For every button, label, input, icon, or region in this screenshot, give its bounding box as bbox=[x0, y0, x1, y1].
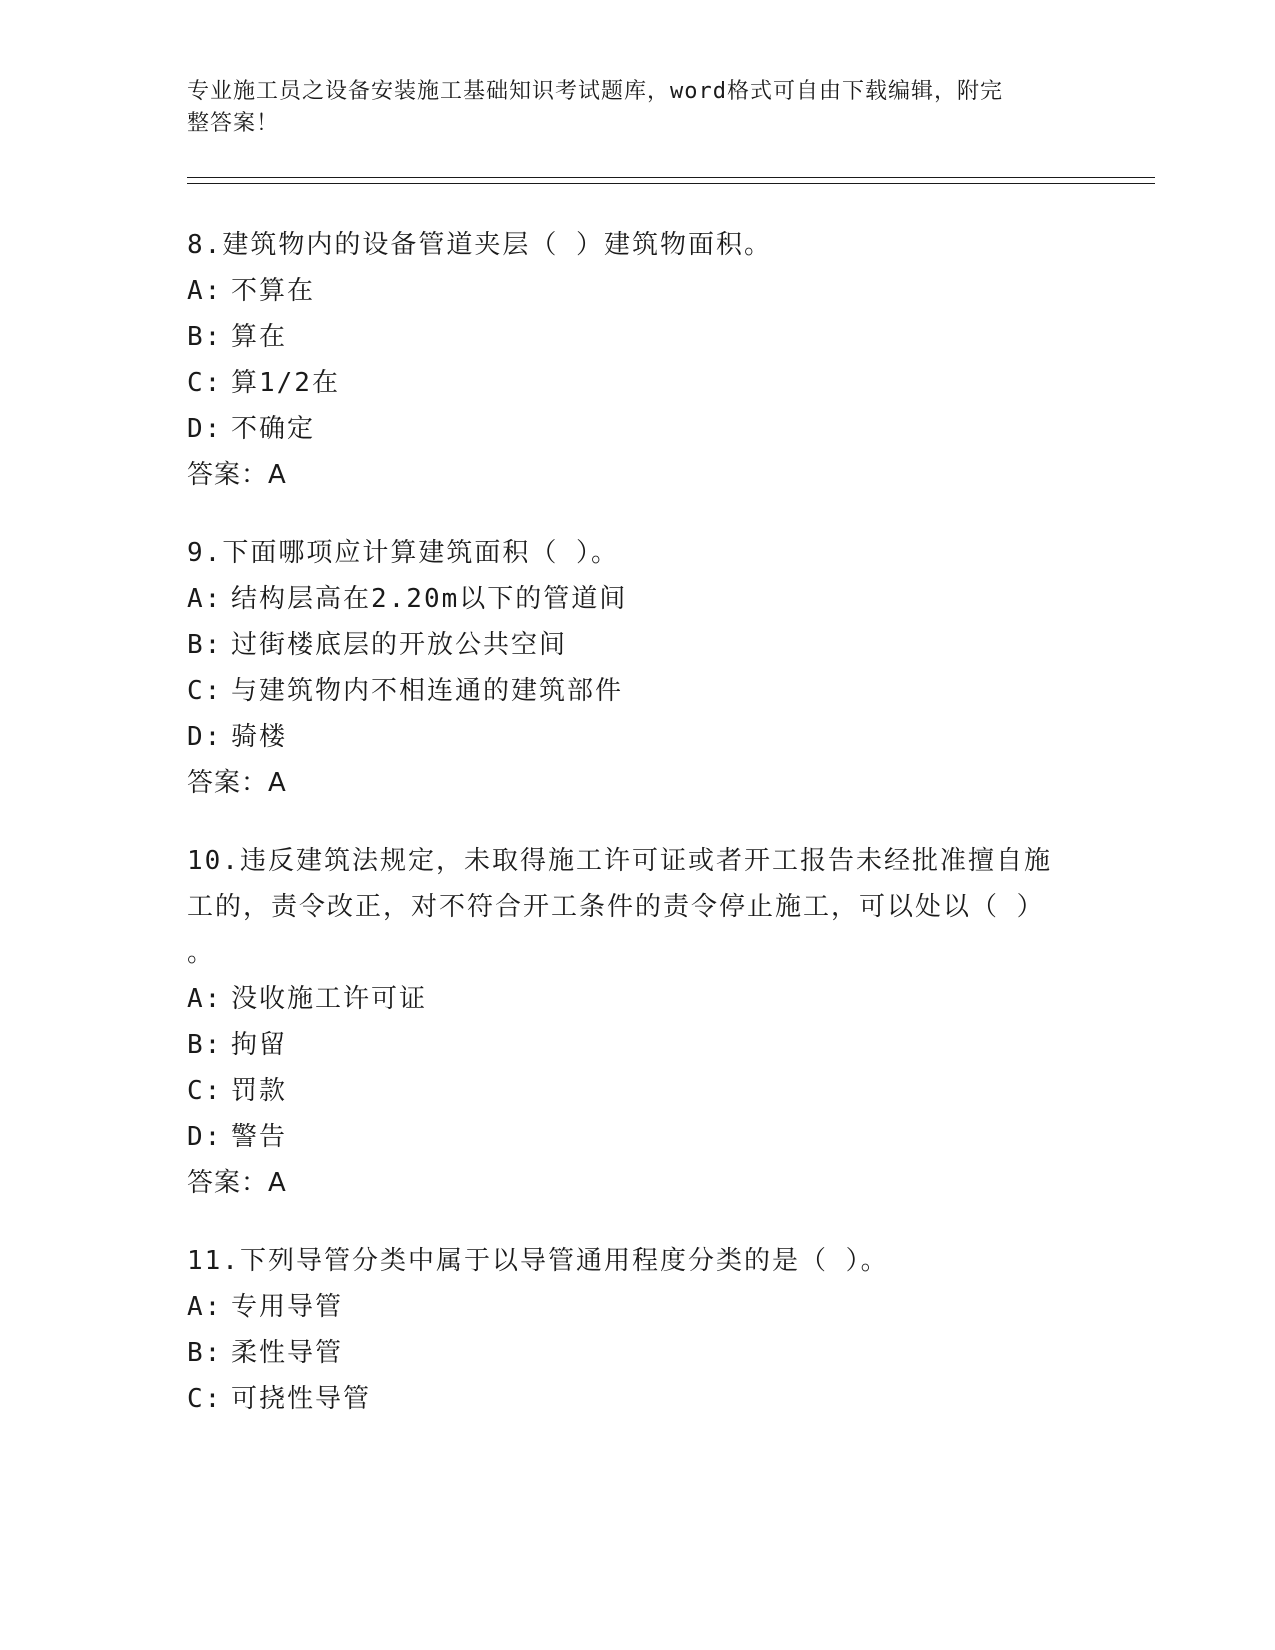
question-stem: 下列导管分类中属于以导管通用程度分类的是（ ）。 bbox=[239, 1246, 889, 1276]
option-b bbox=[187, 314, 1087, 360]
answer-label: 答案： bbox=[187, 768, 269, 798]
option-text: 罚款 bbox=[231, 1076, 288, 1106]
option-text: 不确定 bbox=[231, 414, 316, 444]
option-b bbox=[187, 1022, 1087, 1068]
question-text-line-1 bbox=[187, 838, 1087, 884]
question-8 bbox=[187, 222, 1087, 498]
option-text: 没收施工许可证 bbox=[231, 984, 428, 1014]
option-d bbox=[187, 1114, 1087, 1160]
option-c bbox=[187, 1068, 1087, 1114]
option-text: 拘留 bbox=[231, 1030, 288, 1060]
answer-label: 答案： bbox=[187, 1168, 269, 1198]
option-key: C: bbox=[187, 368, 223, 398]
option-key: C: bbox=[187, 1076, 223, 1106]
question-stem: 下面哪项应计算建筑面积（ ）。 bbox=[222, 538, 619, 568]
option-b bbox=[187, 622, 1087, 668]
option-c bbox=[187, 668, 1087, 714]
option-key: A: bbox=[187, 1292, 223, 1322]
question-11 bbox=[187, 1238, 1087, 1422]
answer-label: 答案： bbox=[187, 460, 269, 490]
option-text: 算1/2在 bbox=[231, 368, 340, 398]
question-text-line-2: 工的，责令改正，对不符合开工条件的责令停止施工，可以处以（ ） bbox=[187, 892, 1045, 922]
option-a bbox=[187, 268, 1087, 314]
answer-value: A bbox=[268, 1168, 286, 1198]
document-header bbox=[187, 76, 1067, 140]
option-key: A: bbox=[187, 984, 223, 1014]
header-line-2: 整答案！ bbox=[187, 111, 280, 136]
answer-line bbox=[187, 452, 1087, 498]
option-d bbox=[187, 406, 1087, 452]
question-9 bbox=[187, 530, 1087, 806]
question-text-line-3: 。 bbox=[187, 938, 216, 968]
option-c bbox=[187, 360, 1087, 406]
option-key: D: bbox=[187, 1122, 223, 1152]
option-key: B: bbox=[187, 1338, 223, 1368]
option-key: A: bbox=[187, 276, 223, 306]
option-text: 不算在 bbox=[231, 276, 316, 306]
question-number: 11. bbox=[187, 1246, 240, 1276]
option-key: C: bbox=[187, 1384, 223, 1414]
option-text: 结构层高在2.20m以下的管道间 bbox=[231, 584, 628, 614]
header-divider bbox=[187, 177, 1155, 184]
option-key: D: bbox=[187, 414, 223, 444]
option-d bbox=[187, 714, 1087, 760]
option-key: A: bbox=[187, 584, 223, 614]
answer-value: A bbox=[268, 768, 286, 798]
answer-value: A bbox=[268, 460, 286, 490]
question-stem: 违反建筑法规定，未取得施工许可证或者开工报告未经批准擅自施 bbox=[239, 846, 1052, 876]
option-key: C: bbox=[187, 676, 223, 706]
question-number: 8. bbox=[187, 230, 223, 260]
question-number: 9. bbox=[187, 538, 223, 568]
option-text: 专用导管 bbox=[231, 1292, 344, 1322]
option-text: 警告 bbox=[231, 1122, 288, 1152]
option-key: B: bbox=[187, 1030, 223, 1060]
option-text: 骑楼 bbox=[231, 722, 288, 752]
question-text bbox=[187, 530, 1087, 576]
header-line-1: 专业施工员之设备安装施工基础知识考试题库，word格式可自由下载编辑，附完 bbox=[187, 79, 1003, 104]
option-text: 算在 bbox=[231, 322, 288, 352]
question-number: 10. bbox=[187, 846, 240, 876]
option-b bbox=[187, 1330, 1087, 1376]
answer-line bbox=[187, 760, 1087, 806]
question-10 bbox=[187, 838, 1087, 1206]
option-a bbox=[187, 576, 1087, 622]
option-a bbox=[187, 1284, 1087, 1330]
answer-line bbox=[187, 1160, 1087, 1206]
option-key: B: bbox=[187, 322, 223, 352]
option-c bbox=[187, 1376, 1087, 1422]
question-text bbox=[187, 1238, 1087, 1284]
option-key: D: bbox=[187, 722, 223, 752]
option-text: 可挠性导管 bbox=[231, 1384, 372, 1414]
option-key: B: bbox=[187, 630, 223, 660]
option-a bbox=[187, 976, 1087, 1022]
option-text: 柔性导管 bbox=[231, 1338, 344, 1368]
question-text bbox=[187, 222, 1087, 268]
option-text: 与建筑物内不相连通的建筑部件 bbox=[231, 676, 624, 706]
question-stem: 建筑物内的设备管道夹层（ ）建筑物面积。 bbox=[222, 230, 772, 260]
option-text: 过街楼底层的开放公共空间 bbox=[231, 630, 568, 660]
